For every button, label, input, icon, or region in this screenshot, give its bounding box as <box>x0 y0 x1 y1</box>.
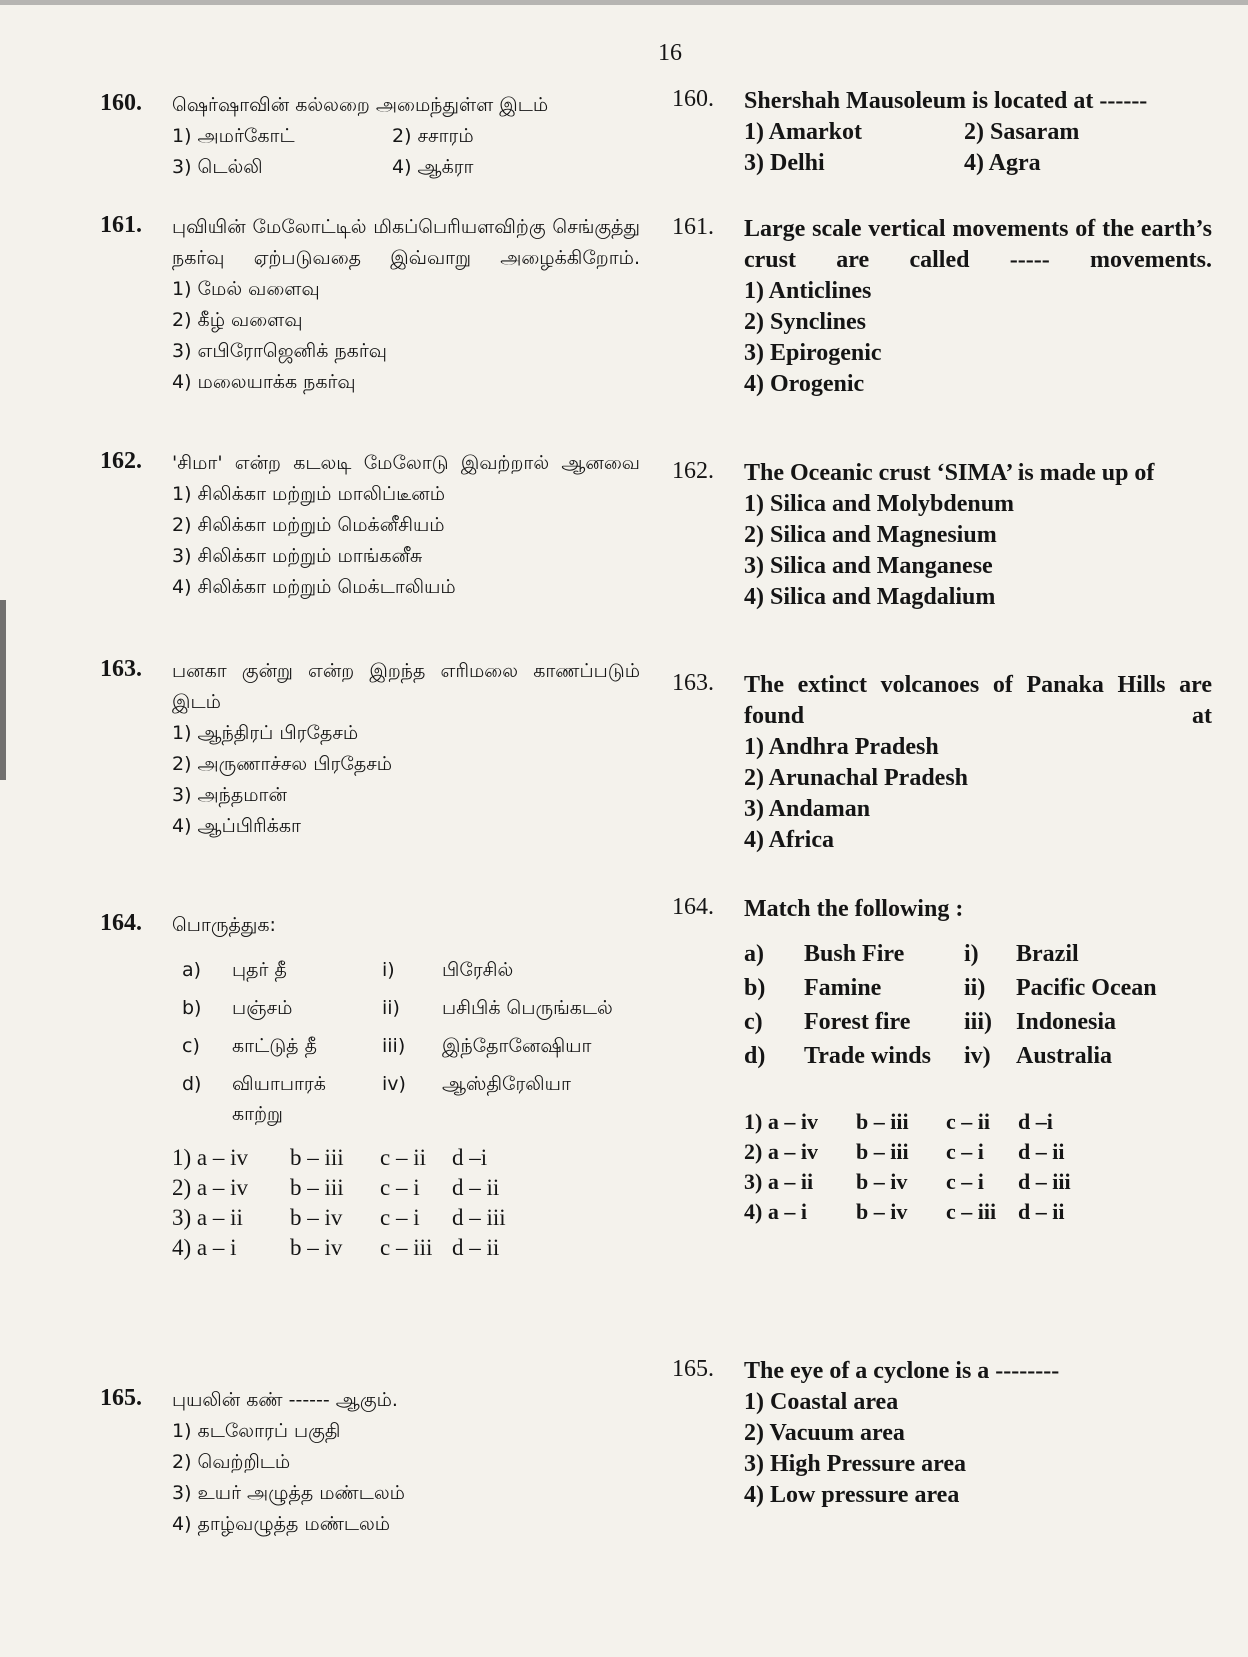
option: 3) டெல்லி <box>172 156 263 178</box>
match-letter: d) <box>182 1073 202 1095</box>
question-text: Match the following : <box>744 896 964 922</box>
option: 3) Epirogenic <box>744 340 882 366</box>
option: 3) Silica and Manganese <box>744 553 993 579</box>
answer-code: b – iv <box>290 1235 343 1260</box>
option: 3) எபிரோஜெனிக் நகர்வு <box>172 340 387 362</box>
answer-code: b – iv <box>290 1205 343 1230</box>
match-left: பஞ்சம் <box>232 997 293 1019</box>
match-roman: i) <box>382 959 395 981</box>
answer-code: 3) a – ii <box>172 1205 243 1230</box>
answer-code: c – i <box>380 1175 420 1200</box>
question-164-en <box>672 894 1212 1227</box>
match-right: பிரேசில் <box>442 959 514 981</box>
answer-code: 1) a – iv <box>744 1109 818 1134</box>
option: 2) அருணாச்சல பிரதேசம் <box>172 753 393 775</box>
question-number: 162. <box>100 448 142 474</box>
match-roman: ii) <box>964 975 986 1001</box>
match-left: Bush Fire <box>804 941 905 967</box>
match-right: Pacific Ocean <box>1016 975 1157 1001</box>
match-letter: b) <box>744 975 766 1001</box>
option: 1) Coastal area <box>744 1389 899 1415</box>
match-right: இந்தோனேஷியா <box>442 1035 592 1057</box>
question-165-en <box>672 1356 1212 1511</box>
match-right: ஆஸ்திரேலியா <box>442 1073 571 1095</box>
option: 4) Africa <box>744 827 834 853</box>
answer-code: c – iii <box>946 1199 997 1224</box>
question-number: 163. <box>100 656 142 682</box>
option: 2) Synclines <box>744 309 867 335</box>
match-right: Australia <box>1016 1043 1112 1069</box>
match-letter: d) <box>744 1043 766 1069</box>
question-160-en <box>672 86 1212 179</box>
match-left: Famine <box>804 975 882 1001</box>
question-165-ta <box>100 1385 640 1540</box>
option: 2) Sasaram <box>964 119 1080 145</box>
answer-code: c – iii <box>380 1235 433 1260</box>
option: 3) High Pressure area <box>744 1451 966 1477</box>
match-letter: c) <box>182 1035 200 1057</box>
question-text: புவியின் மேலோட்டில் மிகப்பெரியளவிற்கு செங்குத்து நகர்வு ஏற்படுவதை இவ்வாறு அழைக்கிறோம். <box>172 216 640 269</box>
option: 2) Vacuum area <box>744 1420 905 1446</box>
question-text: பொருத்துக: <box>172 914 276 936</box>
answer-code: b – iii <box>856 1109 909 1134</box>
match-left: வியாபாரக் காற்று <box>232 1073 326 1125</box>
question-text: The eye of a cyclone is a -------- <box>744 1358 1060 1384</box>
question-162-ta <box>100 448 640 603</box>
option: 2) கீழ் வளைவு <box>172 309 303 331</box>
option: 1) அமர்கோட் <box>172 125 295 147</box>
answer-code: d – ii <box>452 1235 500 1260</box>
match-letter: c) <box>744 1009 763 1035</box>
match-letter: a) <box>744 941 764 967</box>
option: 4) Low pressure area <box>744 1482 960 1508</box>
question-160-ta <box>100 90 640 183</box>
match-right: பசிபிக் பெருங்கடல் <box>442 997 613 1019</box>
option: 4) ஆப்பிரிக்கா <box>172 815 301 837</box>
option: 1) மேல் வளைவு <box>172 278 320 300</box>
answer-code: 1) a – iv <box>172 1145 249 1170</box>
answer-code: c – ii <box>380 1145 426 1170</box>
question-text: 'சிமா' என்ற கடலடி மேலோடு இவற்றால் ஆனவை <box>172 452 640 474</box>
match-letter: b) <box>182 997 202 1019</box>
answer-code: b – iv <box>856 1169 908 1194</box>
question-162-en <box>672 458 1212 613</box>
answer-codes <box>744 1107 1212 1227</box>
option: 4) ஆக்ரா <box>392 156 474 178</box>
question-text: The Oceanic crust ‘SIMA’ is made up of <box>744 460 1155 486</box>
question-number: 161. <box>100 212 142 238</box>
answer-code: d – iii <box>452 1205 506 1230</box>
question-number: 164. <box>100 910 142 936</box>
answer-code: c – i <box>946 1169 984 1194</box>
answer-codes <box>172 1143 640 1263</box>
question-number: 160. <box>100 90 142 116</box>
answer-code: b – iii <box>290 1145 344 1170</box>
question-text: ஷெர்ஷாவின் கல்லறை அமைந்துள்ள இடம் <box>172 94 549 116</box>
answer-code: 2) a – iv <box>744 1139 818 1164</box>
match-roman: iii) <box>382 1035 406 1057</box>
answer-code: b – iv <box>856 1199 908 1224</box>
question-text: Large scale vertical movements of the earth’s crust are called ----- movements. <box>744 216 1212 273</box>
question-number: 164. <box>672 894 714 920</box>
match-left: Forest fire <box>804 1009 911 1035</box>
answer-code: 4) a – i <box>172 1235 237 1260</box>
answer-code: d –i <box>452 1145 488 1170</box>
answer-code: c – i <box>380 1205 420 1230</box>
option: 3) Delhi <box>744 150 825 176</box>
question-163-ta <box>100 656 640 842</box>
option: 1) ஆந்திரப் பிரதேசம் <box>172 722 359 744</box>
option: 2) சிலிக்கா மற்றும் மெக்னீசியம் <box>172 514 445 536</box>
option: 2) Arunachal Pradesh <box>744 765 969 791</box>
question-text: பனகா குன்று என்ற இறந்த எரிமலை காணப்படும் இடம் <box>172 660 640 713</box>
question-163-en <box>672 670 1212 856</box>
option: 4) சிலிக்கா மற்றும் மெக்டாலியம் <box>172 576 456 598</box>
question-number: 165. <box>100 1385 142 1411</box>
option: 4) Silica and Magdalium <box>744 584 996 610</box>
question-number: 160. <box>672 86 714 112</box>
option: 2) Silica and Magnesium <box>744 522 997 548</box>
match-left: காட்டுத் தீ <box>232 1035 317 1057</box>
page-number: 16 <box>658 40 682 66</box>
question-number: 162. <box>672 458 714 484</box>
question-161-en <box>672 214 1212 400</box>
match-right: Brazil <box>1016 941 1079 967</box>
option: 3) உயர் அழுத்த மண்டலம் <box>172 1482 405 1504</box>
option: 4) Agra <box>964 150 1041 176</box>
option: 4) தாழ்வழுத்த மண்டலம் <box>172 1513 391 1535</box>
option: 1) Andhra Pradesh <box>744 734 939 760</box>
option: 1) Silica and Molybdenum <box>744 491 1015 517</box>
answer-code: d – ii <box>1018 1139 1065 1164</box>
question-text: The extinct volcanoes of Panaka Hills are found at <box>744 672 1212 729</box>
match-table <box>744 939 1212 1071</box>
answer-code: c – ii <box>946 1109 990 1134</box>
match-letter: a) <box>182 959 202 981</box>
match-roman: iv) <box>382 1073 406 1095</box>
question-number: 161. <box>672 214 714 240</box>
question-text: புயலின் கண் ------ ஆகும். <box>172 1389 398 1411</box>
scan-left-edge <box>0 600 6 780</box>
answer-code: d – ii <box>1018 1199 1065 1224</box>
match-roman: i) <box>964 941 979 967</box>
answer-code: 2) a – iv <box>172 1175 249 1200</box>
match-roman: iv) <box>964 1043 991 1069</box>
answer-code: c – i <box>946 1139 984 1164</box>
option: 1) சிலிக்கா மற்றும் மாலிப்டீனம் <box>172 483 446 505</box>
scan-top-edge <box>0 0 1248 5</box>
question-164-ta <box>100 910 640 1263</box>
question-number: 165. <box>672 1356 714 1382</box>
answer-code: b – iii <box>856 1139 909 1164</box>
match-left: புதர் தீ <box>232 959 287 981</box>
option: 4) மலையாக்க நகர்வு <box>172 371 356 393</box>
option: 3) Andaman <box>744 796 871 822</box>
question-number: 163. <box>672 670 714 696</box>
option: 4) Orogenic <box>744 371 865 397</box>
answer-code: d – iii <box>1018 1169 1071 1194</box>
option: 2) வெற்றிடம் <box>172 1451 291 1473</box>
match-table <box>182 955 640 1129</box>
answer-code: b – iii <box>290 1175 344 1200</box>
option: 2) சசாரம் <box>392 125 474 147</box>
option: 1) Anticlines <box>744 278 872 304</box>
match-roman: ii) <box>382 997 400 1019</box>
option: 3) சிலிக்கா மற்றும் மாங்கனீசு <box>172 545 423 567</box>
answer-code: 4) a – i <box>744 1199 807 1224</box>
match-left: Trade winds <box>804 1043 931 1069</box>
answer-code: d –i <box>1018 1109 1053 1134</box>
option: 3) அந்தமான் <box>172 784 287 806</box>
match-right: Indonesia <box>1016 1009 1117 1035</box>
answer-code: 3) a – ii <box>744 1169 814 1194</box>
answer-code: d – ii <box>452 1175 500 1200</box>
match-roman: iii) <box>964 1009 992 1035</box>
question-161-ta <box>100 212 640 398</box>
option: 1) Amarkot <box>744 119 862 145</box>
option: 1) கடலோரப் பகுதி <box>172 1420 341 1442</box>
question-text: Shershah Mausoleum is located at ------ <box>744 88 1148 114</box>
